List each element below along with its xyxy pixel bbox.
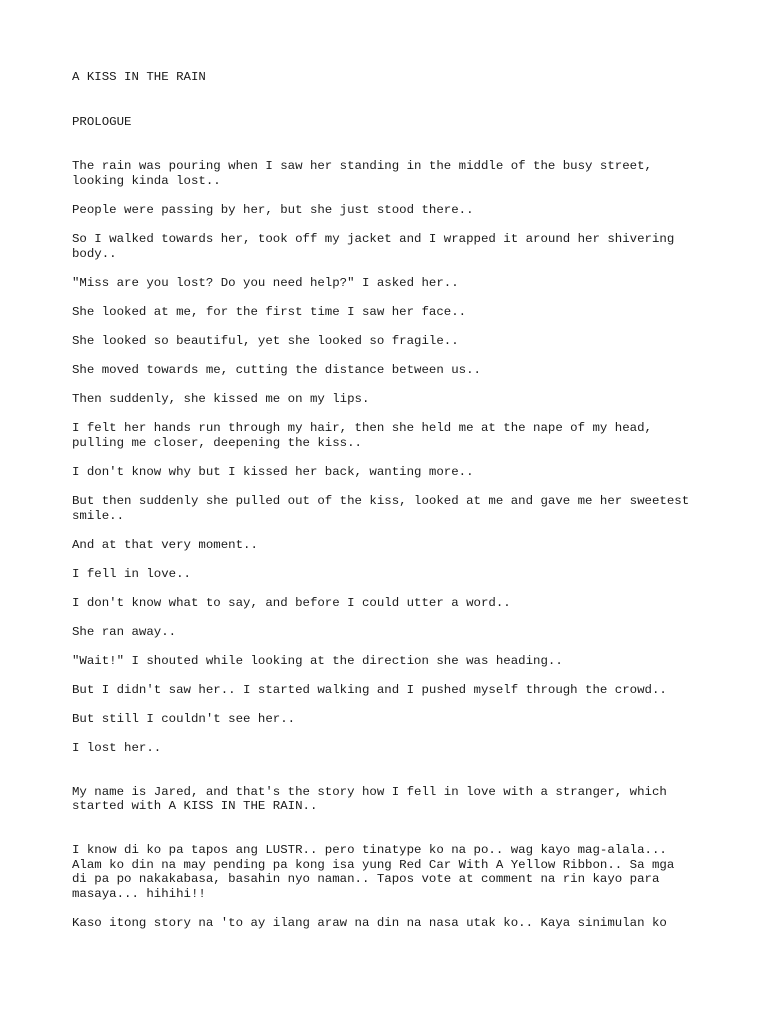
paragraph xyxy=(72,494,712,523)
paragraph xyxy=(72,276,712,291)
paragraph xyxy=(72,567,712,582)
paragraph xyxy=(72,363,712,378)
text-line: Kaso itong story na 'to ay ilang araw na din na nasa utak ko.. Kaya sinimulan ko xyxy=(72,915,667,930)
text-line: "Wait!" I shouted while looking at the direction she was heading.. xyxy=(72,653,563,668)
paragraph xyxy=(72,421,712,450)
text-line: I felt her hands run through my hair, then she held me at the nape of my head, xyxy=(72,421,652,436)
text-line: The rain was pouring when I saw her standing in the middle of the busy street, xyxy=(72,159,652,174)
text-line: She moved towards me, cutting the distance between us.. xyxy=(72,362,481,377)
paragraph xyxy=(72,465,712,480)
text-line: But I didn't saw her.. I started walking and I pushed myself through the crowd.. xyxy=(72,683,667,698)
paragraph xyxy=(72,334,712,349)
text-line: Then suddenly, she kissed me on my lips. xyxy=(72,392,370,407)
paragraph xyxy=(72,916,712,931)
paragraph xyxy=(72,843,712,901)
paragraph xyxy=(72,785,712,814)
text-line: She looked at me, for the first time I saw her face.. xyxy=(72,304,467,319)
text-line: But then suddenly she pulled out of the kiss, looked at me and gave me her sweetest xyxy=(72,493,690,508)
text-line: And at that very moment.. xyxy=(72,537,258,552)
text-line: I don't know why but I kissed her back, wanting more.. xyxy=(72,464,474,479)
paragraph xyxy=(72,683,712,698)
text-line: She looked so beautiful, yet she looked so fragile.. xyxy=(72,333,459,348)
text-line: smile.. xyxy=(72,508,125,523)
text-line: body.. xyxy=(72,246,117,261)
paragraph xyxy=(72,625,712,640)
paragraph xyxy=(72,232,712,261)
text-line: "Miss are you lost? Do you need help?" I asked her.. xyxy=(72,275,459,290)
text-line: But still I couldn't see her.. xyxy=(72,712,296,727)
paragraph xyxy=(72,596,712,611)
paragraph xyxy=(72,712,712,727)
paragraph xyxy=(72,741,712,756)
text-line: di pa po nakakabasa, basahin nyo naman.. Tapos vote at comment na rin kayo para xyxy=(72,872,660,887)
text-line: started with A KISS IN THE RAIN.. xyxy=(72,799,318,814)
text-line: So I walked towards her, took off my jacket and I wrapped it around her shivering xyxy=(72,231,675,246)
text-line: looking kinda lost.. xyxy=(72,173,221,188)
text-line: pulling me closer, deepening the kiss.. xyxy=(72,435,362,450)
paragraph xyxy=(72,159,712,188)
section-heading: PROLOGUE xyxy=(72,114,132,129)
document-title: A KISS IN THE RAIN xyxy=(72,70,206,84)
paragraph xyxy=(72,538,712,553)
text-line: masaya... hihihi!! xyxy=(72,886,206,901)
paragraph xyxy=(72,203,712,218)
paragraph xyxy=(72,654,712,669)
text-line: My name is Jared, and that's the story how I fell in love with a stranger, which xyxy=(72,784,667,799)
text-line: I lost her.. xyxy=(72,741,162,756)
text-line: I know di ko pa tapos ang LUSTR.. pero tinatype ko na po.. wag kayo mag-alala... xyxy=(72,843,667,858)
text-line: She ran away.. xyxy=(72,624,177,639)
paragraph xyxy=(72,392,712,407)
text-line: I don't know what to say, and before I could utter a word.. xyxy=(72,595,511,610)
text-line: Alam ko din na may pending pa kong isa yung Red Car With A Yellow Ribbon.. Sa mga xyxy=(72,857,675,872)
document-body xyxy=(72,70,712,945)
text-line: People were passing by her, but she just stood there.. xyxy=(72,202,474,217)
paragraph xyxy=(72,305,712,320)
text-line: I fell in love.. xyxy=(72,566,191,581)
